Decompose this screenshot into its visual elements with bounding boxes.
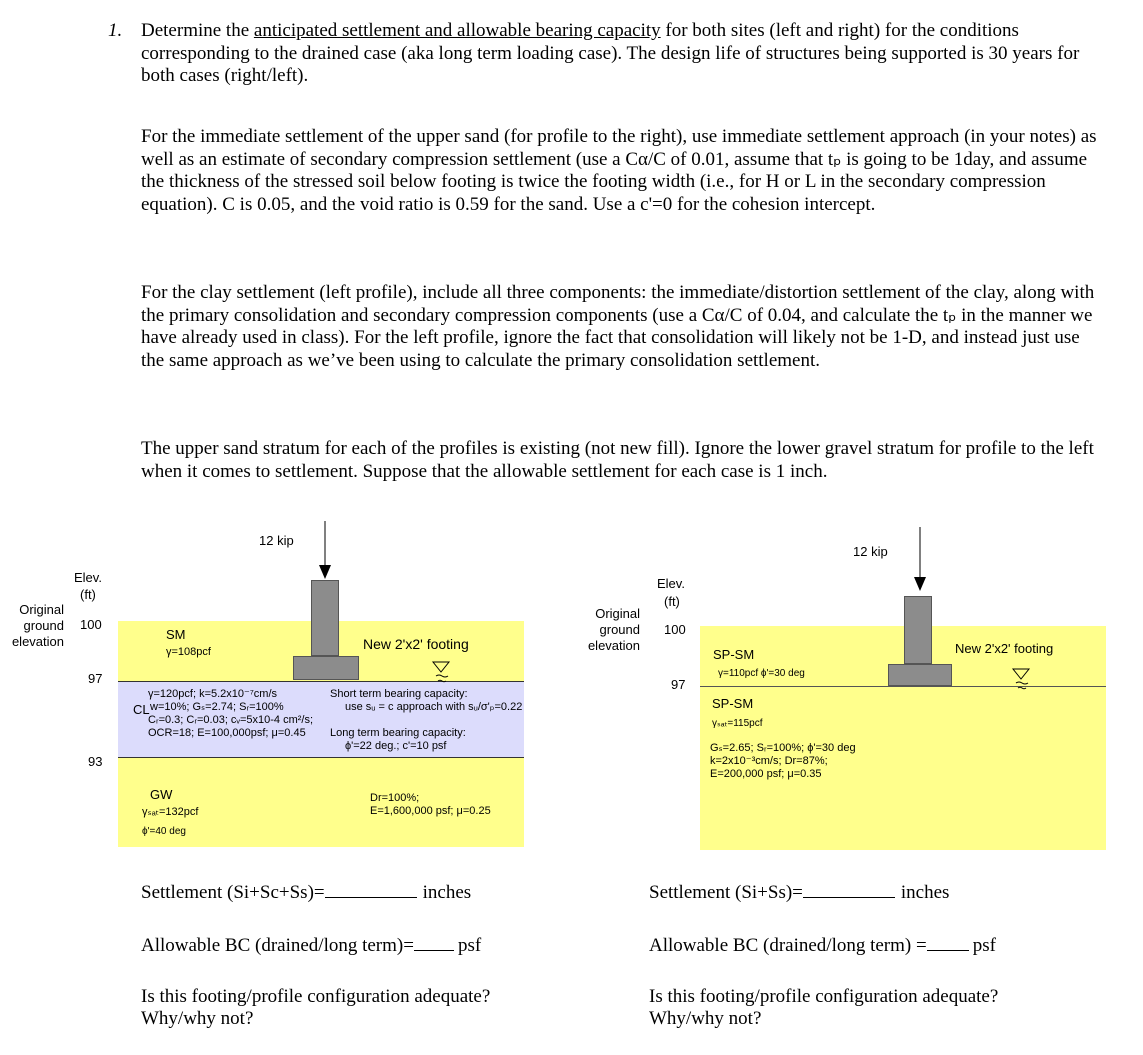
left-load-label: 12 kip — [259, 533, 294, 548]
left-footing-base — [293, 656, 359, 680]
left-gw-line2: ϕ'=40 deg — [142, 826, 186, 837]
right-load-label: 12 kip — [853, 544, 888, 559]
left-bc-question: Allowable BC (drained/long term)= psf — [141, 932, 481, 957]
right-lower-line2: Gₛ=2.65; Sᵣ=100%; ϕ'=30 deg — [710, 742, 856, 754]
left-elev-93: 93 — [88, 754, 103, 769]
left-settlement-question: Settlement (Si+Sc+Ss)= inches — [141, 879, 471, 904]
left-water-table-icon — [430, 660, 454, 690]
right-lower-name: SP-SM — [712, 696, 754, 711]
left-settlement-blank[interactable] — [325, 879, 417, 898]
left-elev-unit: (ft) — [80, 587, 96, 602]
left-gw-line3: Dr=100%; — [370, 792, 420, 804]
left-long-term-2: ϕ'=22 deg.; c'=10 psf — [345, 740, 447, 752]
left-adequate-question: Is this footing/profile configuration adequate? Why/why not? — [141, 986, 491, 1029]
left-gw-line4: E=1,600,000 psf; μ=0.25 — [370, 805, 491, 817]
p1-before: Determine the — [141, 20, 254, 41]
right-footing-label: New 2'x2' footing — [955, 641, 1054, 656]
left-cl-line2: w=10%; Gₛ=2.74; Sᵣ=100% — [150, 701, 284, 713]
right-elev-97: 97 — [671, 677, 686, 692]
left-footing-label: New 2'x2' footing — [363, 636, 469, 652]
right-footing-base — [888, 664, 952, 686]
right-water-table-icon — [1010, 667, 1034, 697]
p1-after: for both sites (left and right) for the conditions corresponding to the drained case (aka long term loading case). The design life of structures being supported is 30 years for both cases (right/left). — [141, 20, 1080, 86]
left-load-arrow-icon — [315, 521, 335, 581]
paragraph-4: The upper sand stratum for each of the profiles is existing (not new fill). Ignore the lower gravel stratum for profile to the left when it comes to settlement. Suppose that the allowable settlement for each case is 1 inch. — [141, 438, 1094, 482]
left-sm-props: γ=108pcf — [166, 646, 211, 658]
right-elev-label: Elev. — [657, 576, 685, 591]
left-elev-97: 97 — [88, 671, 103, 686]
right-bc-question: Allowable BC (drained/long term) = psf — [649, 932, 996, 957]
problem-number: 1. — [108, 20, 123, 41]
left-original-ground: Original ground elevation — [11, 602, 64, 649]
right-adequate-question: Is this footing/profile configuration adequate? Why/why not? — [649, 986, 999, 1029]
left-sm-name: SM — [166, 627, 186, 642]
left-short-term-1: Short term bearing capacity: — [330, 688, 468, 700]
right-footing-column — [904, 596, 932, 664]
right-lower-line3: k=2x10⁻³cm/s; Dr=87%; — [710, 755, 828, 767]
right-settlement-blank[interactable] — [803, 879, 895, 898]
right-elev-100: 100 — [664, 622, 686, 637]
left-footing-column — [311, 580, 339, 656]
right-lower-line4: E=200,000 psf; μ=0.35 — [710, 768, 822, 780]
right-upper-props: γ=110pcf ϕ'=30 deg — [718, 668, 805, 679]
p1-underlined: anticipated settlement and allowable bearing capacity — [253, 20, 661, 41]
left-gw-line1: γₛₐₜ=132pcf — [142, 806, 199, 818]
right-elev-unit: (ft) — [664, 594, 680, 609]
left-bc-blank[interactable] — [414, 932, 454, 951]
left-cl-name: CL — [133, 702, 150, 717]
left-gw-name: GW — [150, 787, 173, 802]
left-elev-label: Elev. — [74, 570, 102, 585]
left-cl-line1: γ=120pcf; k=5.2x10⁻⁷cm/s — [148, 688, 278, 700]
right-load-arrow-icon — [910, 527, 930, 593]
right-lower-line1: γₛₐₜ=115pcf — [712, 718, 763, 729]
paragraph-2: For the immediate settlement of the upper sand (for profile to the right), use immediate settlement approach (in your notes) as well as an estimate of secondary compression settlement (use a Cα/C of 0.01, assume that tₚ is going to be 1day, and assume the thickness of the stressed soil below footing is twice the footing width (i.e., for H or L in the secondary compression equation). C is 0.05, and the void ratio is 0.59 for the sand. Use a c'=0 for the cohesion intercept. — [141, 126, 1097, 215]
paragraph-3: For the clay settlement (left profile), include all three components: the immediate/distortion settlement of the clay, along with the primary consolidation and secondary compression components (use a Cα/C of 0.04, and calculate the tₚ in the manner we have already used in class). For the left profile, ignore the fact that consolidation will likely not be 1-D, and instead just use the same approach as we’ve been using to calculate the primary consolidation settlement. — [141, 282, 1095, 371]
left-short-term-2: use sᵤ = c approach with sᵤ/σ'ₚ=0.22 — [345, 701, 523, 713]
right-upper-name: SP-SM — [713, 647, 755, 662]
right-settlement-question: Settlement (Si+Ss)= inches — [649, 879, 949, 904]
paragraph-1 — [141, 20, 1101, 88]
left-elev-100: 100 — [80, 617, 102, 632]
left-long-term-1: Long term bearing capacity: — [330, 727, 466, 739]
right-bc-blank[interactable] — [927, 932, 969, 951]
left-cl-line4: OCR=18; E=100,000psf; μ=0.45 — [148, 727, 306, 739]
right-original-ground: Original ground elevation — [587, 606, 640, 653]
left-cl-line3: Cᵣ=0.3; Cᵣ=0.03; cᵥ=5x10-4 cm²/s; — [148, 714, 314, 726]
